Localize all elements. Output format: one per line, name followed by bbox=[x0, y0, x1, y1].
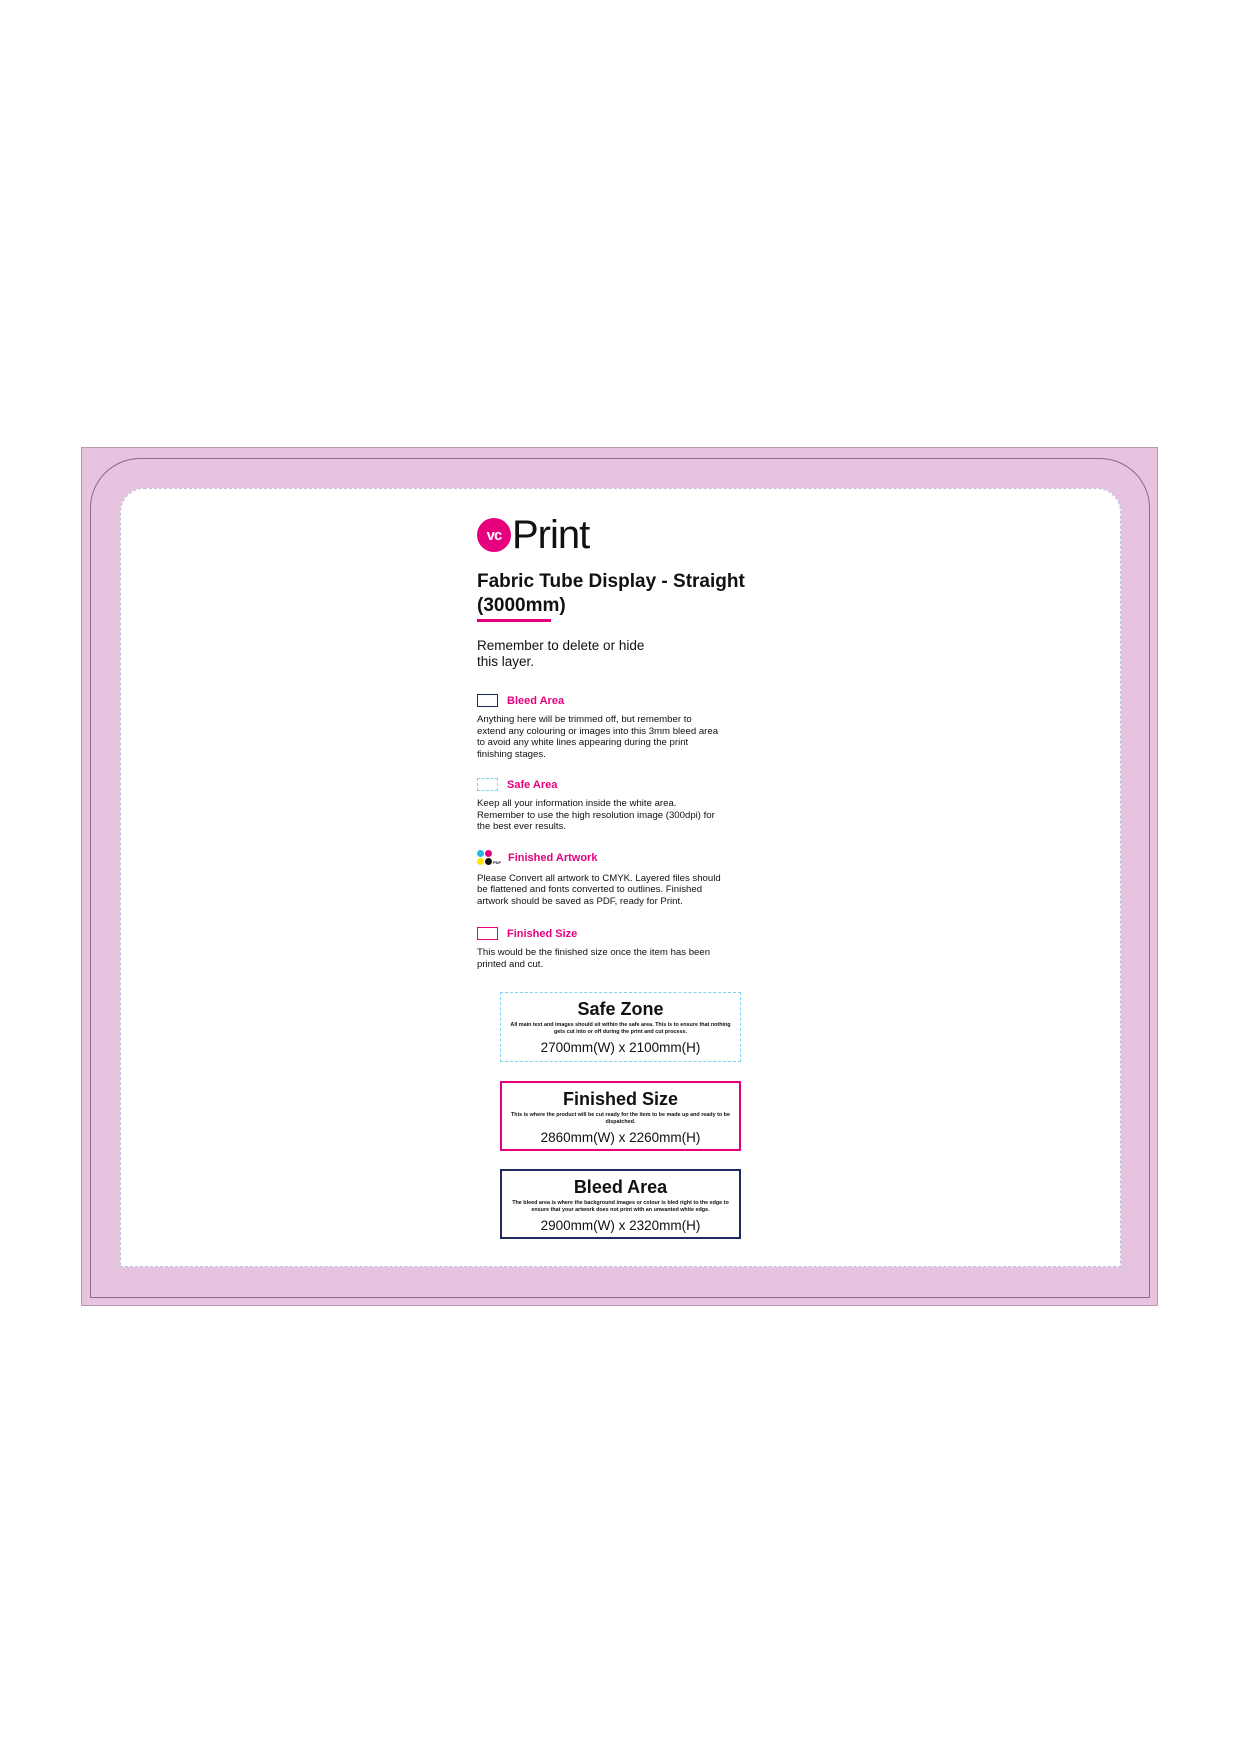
page-title: Fabric Tube Display - Straight (3000mm) bbox=[477, 571, 745, 616]
legend-finished-label: Finished Size bbox=[507, 927, 578, 940]
legend-safe-text: Keep all your information inside the white area. Remember to use the high resolution image (300dpi) for the best ever results. bbox=[477, 798, 715, 832]
legend-artwork-label: Finished Artwork bbox=[508, 851, 598, 864]
safe-zone-box bbox=[500, 992, 741, 1062]
bleed-swatch-icon bbox=[477, 694, 498, 707]
finished-size-title: Finished Size bbox=[562, 1089, 679, 1109]
safe-zone-dimensions: 2700mm(W) x 2100mm(H) bbox=[540, 1040, 701, 1055]
legend-bleed-text: Anything here will be trimmed off, but remember to extend any colouring or images into this 3mm bleed area to avoid any white lines appearing during the print finishing stages. bbox=[477, 714, 719, 760]
bleed-area-title: Bleed Area bbox=[573, 1177, 668, 1197]
pdf-tag: PDF bbox=[493, 859, 501, 865]
legend-bleed bbox=[477, 694, 777, 760]
cmyk-dots-icon bbox=[477, 850, 503, 866]
vcprint-logo bbox=[477, 514, 777, 556]
finished-size-note: This is where the product will be cut ready for the item to be made up and ready to be dispatched. bbox=[511, 1112, 730, 1125]
bleed-area-note: The bleed area is where the background images or colour is bled right to the edge to ensure that your artwork does not print with an unwanted white edge. bbox=[512, 1200, 729, 1213]
bleed-area-box bbox=[500, 1169, 741, 1239]
legend-safe bbox=[477, 778, 777, 833]
legend-bleed-label: Bleed Area bbox=[507, 694, 565, 707]
legend-finished-text: This would be the finished size once the item has been printed and cut. bbox=[477, 947, 711, 970]
finished-swatch-icon bbox=[477, 927, 498, 940]
safe-zone-title: Safe Zone bbox=[577, 999, 664, 1019]
logo-mark: vc bbox=[477, 518, 511, 552]
legend-finished bbox=[477, 927, 777, 970]
logo-wordmark: Print bbox=[512, 513, 590, 557]
finished-size-dimensions: 2860mm(W) x 2260mm(H) bbox=[540, 1130, 701, 1145]
safe-zone-note: All main text and images should sit within the safe area. This is to ensure that nothing gets cut into or off during the print and cut process. bbox=[510, 1022, 731, 1035]
title-underline bbox=[477, 619, 551, 622]
legend-artwork-text: Please Convert all artwork to CMYK. Layered files should be flattened and fonts converted to outlines. Finished artwork should be saved as PDF, ready for Print. bbox=[477, 872, 721, 907]
legend-safe-label: Safe Area bbox=[507, 778, 558, 791]
safe-swatch-icon bbox=[477, 778, 498, 791]
bleed-area-dimensions: 2900mm(W) x 2320mm(H) bbox=[540, 1218, 701, 1233]
legend-artwork bbox=[477, 850, 777, 908]
finished-size-box bbox=[500, 1081, 741, 1151]
template-instructions bbox=[477, 514, 777, 970]
layer-reminder: Remember to delete or hide this layer. bbox=[477, 638, 645, 669]
